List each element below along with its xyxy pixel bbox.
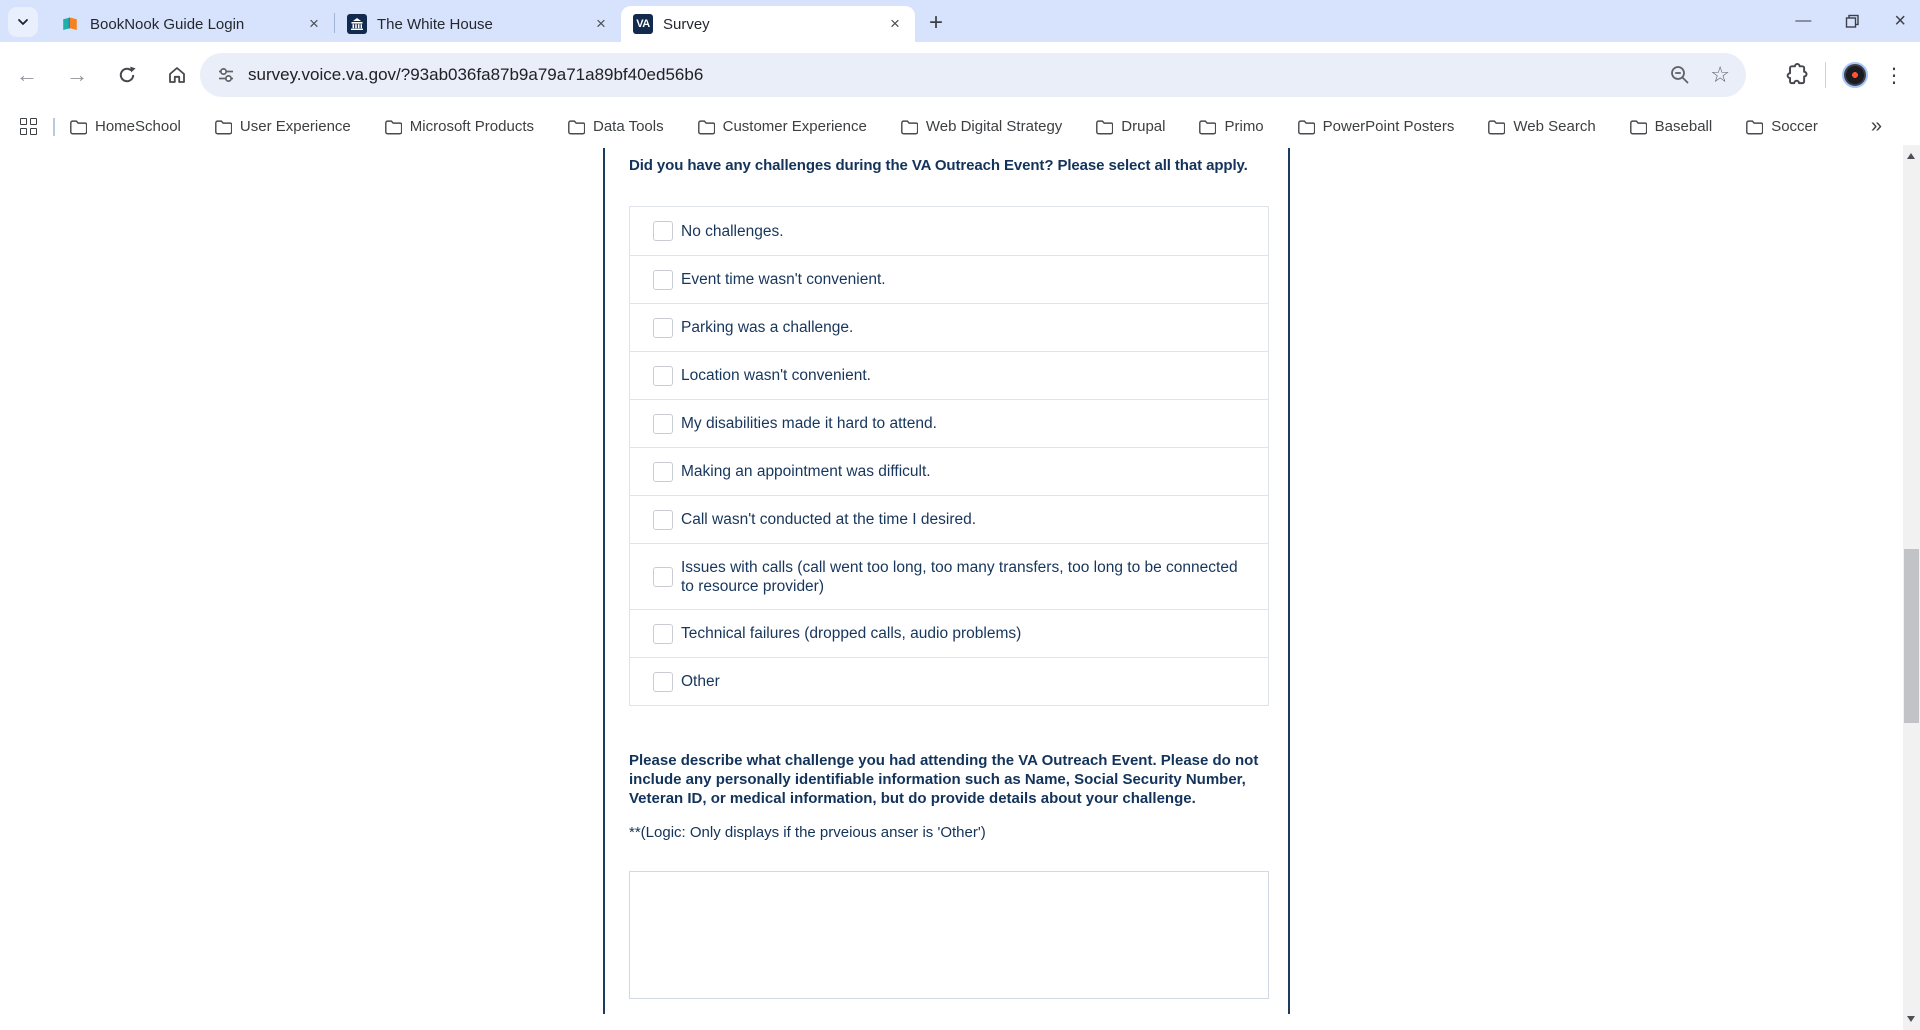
tab-title: The White House <box>377 15 493 33</box>
folder-icon <box>567 119 585 135</box>
zoom-out-icon[interactable] <box>1668 63 1692 87</box>
tab-survey-active[interactable] <box>621 6 915 42</box>
checkbox[interactable] <box>653 624 673 644</box>
option-row-location[interactable]: Location wasn't convenient. <box>630 351 1268 399</box>
folder-icon <box>1095 119 1113 135</box>
tab-title: Survey <box>663 15 710 33</box>
folder-icon <box>1629 119 1647 135</box>
browser-toolbar <box>0 42 1920 108</box>
folder-icon <box>214 119 232 135</box>
reload-button[interactable] <box>110 58 144 92</box>
bookmarks-divider <box>53 118 55 136</box>
apps-grid-icon[interactable] <box>20 118 37 135</box>
checkbox[interactable] <box>653 221 673 241</box>
bookmark-folder-drupal[interactable]: Drupal <box>1095 118 1165 135</box>
describe-challenge-prompt: Please describe what challenge you had attending the VA Outreach Event. Please do not include any personally identifiable information such as Name, Social Security Number, Veteran ID, or medical information, but do provide details about your challenge. <box>629 752 1259 807</box>
survey-container-left-border <box>603 148 605 1014</box>
booknook-book-icon <box>60 14 80 34</box>
forward-button[interactable] <box>60 58 94 92</box>
url-text[interactable]: survey.voice.va.gov/?93ab036fa87b9a79a71a89bf40ed56b6 <box>248 65 704 84</box>
option-row-no-challenges[interactable]: No challenges. <box>630 207 1268 255</box>
browser-menu-icon[interactable]: ⋮ <box>1884 64 1904 87</box>
bookmark-folder-microsoft-products[interactable]: Microsoft Products <box>384 118 534 135</box>
toolbar-divider <box>1825 62 1826 88</box>
checkbox[interactable] <box>653 672 673 692</box>
tab-close-icon[interactable]: × <box>309 14 319 33</box>
tab-close-icon[interactable]: × <box>596 14 606 33</box>
bookmarks-bar <box>0 108 1920 145</box>
tab-whitehouse[interactable] <box>335 6 621 42</box>
extensions-icon[interactable] <box>1783 62 1809 88</box>
logic-note: **(Logic: Only displays if the prveious anser is 'Other') <box>629 824 986 841</box>
profile-avatar[interactable] <box>1842 62 1868 88</box>
home-button[interactable] <box>160 58 194 92</box>
folder-icon <box>1745 119 1763 135</box>
bookmark-folder-customer-experience[interactable]: Customer Experience <box>697 118 867 135</box>
back-button[interactable] <box>10 58 44 92</box>
tab-close-icon[interactable]: × <box>890 14 900 33</box>
option-row-parking[interactable]: Parking was a challenge. <box>630 303 1268 351</box>
folder-icon <box>1297 119 1315 135</box>
bookmark-folder-soccer[interactable]: Soccer <box>1745 118 1818 135</box>
tab-title: BookNook Guide Login <box>90 15 245 33</box>
survey-question-heading: Did you have any challenges during the VA Outreach Event? Please select all that apply. <box>629 157 1248 174</box>
checkbox[interactable] <box>653 318 673 338</box>
reload-icon <box>116 64 138 86</box>
restore-icon <box>1845 14 1860 29</box>
folder-icon <box>384 119 402 135</box>
bookmark-folder-web-digital-strategy[interactable]: Web Digital Strategy <box>900 118 1062 135</box>
survey-container-right-border <box>1288 148 1290 1014</box>
bookmark-folder-user-experience[interactable]: User Experience <box>214 118 351 135</box>
checkbox-options-list <box>629 206 1269 706</box>
window-restore-button[interactable] <box>1845 14 1860 29</box>
address-bar[interactable] <box>200 53 1746 97</box>
bookmark-folder-homeschool[interactable]: HomeSchool <box>69 118 181 135</box>
back-icon: ← <box>16 62 38 87</box>
folder-icon <box>697 119 715 135</box>
folder-icon <box>1198 119 1216 135</box>
whitehouse-icon <box>347 14 367 34</box>
tab-booknook[interactable] <box>48 6 334 42</box>
folder-icon <box>1487 119 1505 135</box>
challenge-textarea[interactable] <box>629 871 1269 999</box>
option-row-event-time[interactable]: Event time wasn't convenient. <box>630 255 1268 303</box>
bookmark-folder-primo[interactable]: Primo <box>1198 118 1263 135</box>
bookmark-folder-data-tools[interactable]: Data Tools <box>567 118 664 135</box>
bookmarks-overflow-icon[interactable]: » <box>1870 115 1882 137</box>
survey-page <box>0 145 1903 1030</box>
va-logo-icon: VA <box>633 14 653 34</box>
tab-search-button[interactable] <box>8 7 38 37</box>
option-row-technical-failures[interactable]: Technical failures (dropped calls, audio problems) <box>630 609 1268 657</box>
checkbox[interactable] <box>653 366 673 386</box>
tab-strip <box>0 0 1920 42</box>
bookmark-star-icon[interactable]: ☆ <box>1710 62 1730 87</box>
checkbox[interactable] <box>653 462 673 482</box>
new-tab-button[interactable]: + <box>929 9 944 36</box>
option-row-call-issues[interactable]: Issues with calls (call went too long, too many transfers, too long to be connected to resource provider) <box>630 543 1268 609</box>
page-scrollbar[interactable] <box>1903 145 1920 1030</box>
checkbox[interactable] <box>653 414 673 434</box>
scrollbar-up-arrow[interactable] <box>1907 153 1915 159</box>
option-row-disabilities[interactable]: My disabilities made it hard to attend. <box>630 399 1268 447</box>
window-close-button[interactable]: × <box>1894 9 1906 32</box>
forward-icon: → <box>66 62 88 87</box>
folder-icon <box>900 119 918 135</box>
option-row-appointment[interactable]: Making an appointment was difficult. <box>630 447 1268 495</box>
option-row-call-time[interactable]: Call wasn't conducted at the time I desired. <box>630 495 1268 543</box>
window-minimize-button[interactable]: — <box>1795 12 1812 29</box>
option-row-other[interactable]: Other <box>630 657 1268 705</box>
checkbox[interactable] <box>653 270 673 290</box>
site-info-icon[interactable] <box>216 65 236 85</box>
bookmark-folder-web-search[interactable]: Web Search <box>1487 118 1595 135</box>
checkbox[interactable] <box>653 567 673 587</box>
chevron-down-icon <box>16 15 30 29</box>
bookmark-folder-baseball[interactable]: Baseball <box>1629 118 1713 135</box>
folder-icon <box>69 119 87 135</box>
bookmark-folder-powerpoint-posters[interactable]: PowerPoint Posters <box>1297 118 1455 135</box>
scrollbar-down-arrow[interactable] <box>1907 1016 1915 1022</box>
home-icon <box>166 64 188 86</box>
scrollbar-thumb[interactable] <box>1904 549 1919 723</box>
checkbox[interactable] <box>653 510 673 530</box>
